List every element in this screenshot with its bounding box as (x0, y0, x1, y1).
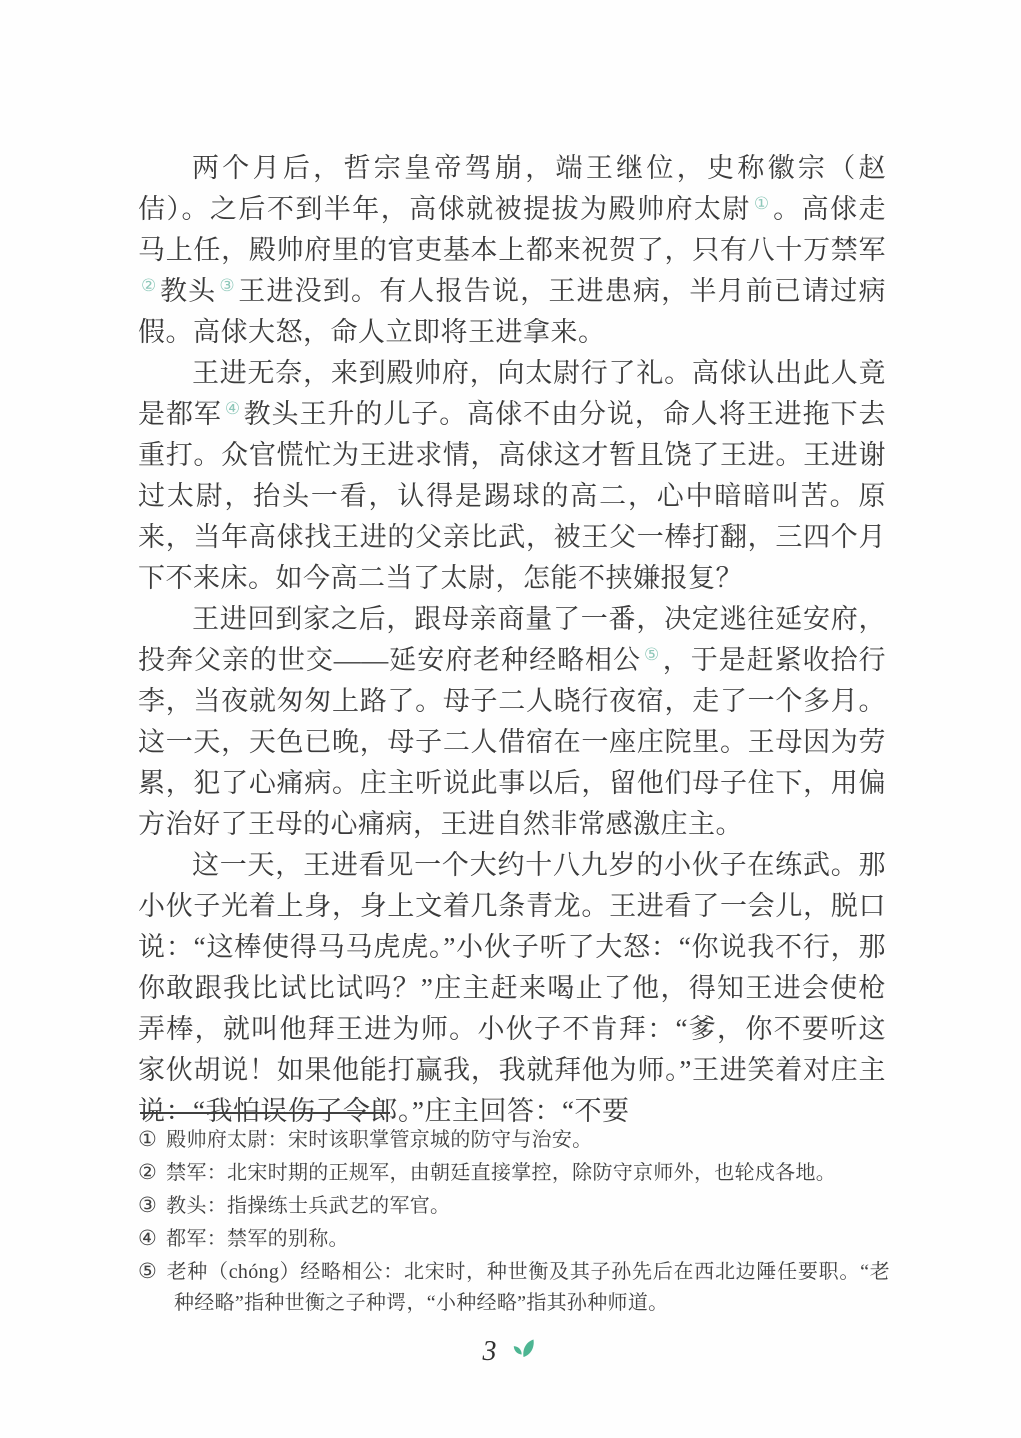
paragraph-text: 王进无奈，来到殿帅府，向太尉行了礼。高俅认出此人竟是都军 (138, 358, 886, 429)
footnote-ref-4: ④ (224, 399, 241, 418)
footnote-item-5 (138, 1256, 890, 1319)
body-paragraph-1 (138, 148, 886, 353)
footnote-text: 都军：禁军的别称。 (166, 1228, 349, 1250)
footnote-ref-1: ① (753, 194, 771, 213)
footnote-text: 老种（chóng）经略相公：北宋时，种世衡及其子孙先后在西北边陲任要职。“老种经略”指种世衡之子种谔，“小种经略”指其孙种师道。 (166, 1261, 890, 1314)
paragraph-text: 王进回到家之后，跟母亲商量了一番，决定逃往延安府，投奔父亲的世交——延安府老种经略相公 (138, 604, 886, 675)
page-number: 3 (482, 1336, 497, 1367)
body-paragraph-2 (138, 353, 886, 599)
body-text-block (138, 148, 886, 1132)
paragraph-text: 王进没到。有人报告说，王进患病，半月前已请过病假。高俅大怒，命人立即将王进拿来。 (138, 276, 886, 347)
paragraph-text: 。高俅走马上任，殿帅府里的官吏基本上都来祝贺了，只有八十万禁军 (138, 194, 887, 265)
footnote-item-4 (138, 1223, 890, 1255)
paragraph-text: 两个月后，哲宗皇帝驾崩，端王继位，史称徽宗（赵佶）。之后不到半年，高俅就被提拔为殿帅府太尉 (138, 153, 886, 224)
footnote-text: 殿帅府太尉：宋时该职掌管京城的防守与治安。 (166, 1129, 593, 1151)
footnote-marker: ① (138, 1127, 158, 1151)
footnote-item-3 (138, 1190, 890, 1222)
footnote-marker: ② (138, 1160, 158, 1184)
footnote-item-1 (138, 1124, 890, 1156)
page-footer (0, 1336, 1021, 1368)
footnote-ref-3: ③ (219, 276, 236, 295)
footnote-divider (140, 1112, 390, 1114)
footnote-text: 禁军：北宋时期的正规军，由朝廷直接掌控，除防守京师外，也轮戍各地。 (166, 1162, 837, 1184)
footnote-item-2 (138, 1157, 890, 1189)
paragraph-text: ，于是赶紧收拾行李，当夜就匆匆上路了。母子二人晓行夜宿，走了一个多月。这一天，天色已晚，母子二人借宿在一座庄院里。王母因为劳累，犯了心痛病。庄主听说此事以后，留他们母子住下，用偏方治好了王母的心痛病，王进自然非常感激庄主。 (138, 645, 887, 839)
paragraph-text: 这一天，王进看见一个大约十八九岁的小伙子在练武。那小伙子光着上身，身上文着几条青龙。王进看了一会儿，脱口说：“这棒使得马马虎虎。”小伙子听了大怒：“你说我不行，那你敢跟我比试比试吗？”庄主赶来喝止了他，得知王进会使枪弄棒，就叫他拜王进为师。小伙子不肯拜：“爹，你不要听这家伙胡说！如果他能打赢我，我就拜他为师。”王进笑着对庄主说：“我怕误伤了令郎。”庄主回答：“不要 (138, 850, 886, 1126)
footnote-marker: ④ (138, 1226, 158, 1250)
footnote-text: 教头：指操练士兵武艺的军官。 (166, 1195, 451, 1217)
footnote-marker: ③ (138, 1193, 158, 1217)
paragraph-text: 教头王升的儿子。高俅不由分说，命人将王进拖下去重打。众官慌忙为王进求情，高俅这才暂且饶了王进。王进谢过太尉，抬头一看，认得是踢球的高二，心中暗暗叫苦。原来，当年高俅找王进的父亲比武，被王父一棒打翻，三四个月下不来床。如今高二当了太尉，怎能不挟嫌报复？ (138, 399, 887, 593)
footnote-marker: ⑤ (138, 1259, 158, 1283)
sprout-leaf-icon (511, 1338, 539, 1366)
footnotes-section (138, 1124, 890, 1320)
footnote-ref-5: ⑤ (644, 645, 660, 664)
body-paragraph-4 (138, 845, 886, 1132)
body-paragraph-3 (138, 599, 886, 845)
paragraph-text: 教头 (159, 276, 217, 306)
footnote-ref-2: ② (141, 276, 157, 295)
